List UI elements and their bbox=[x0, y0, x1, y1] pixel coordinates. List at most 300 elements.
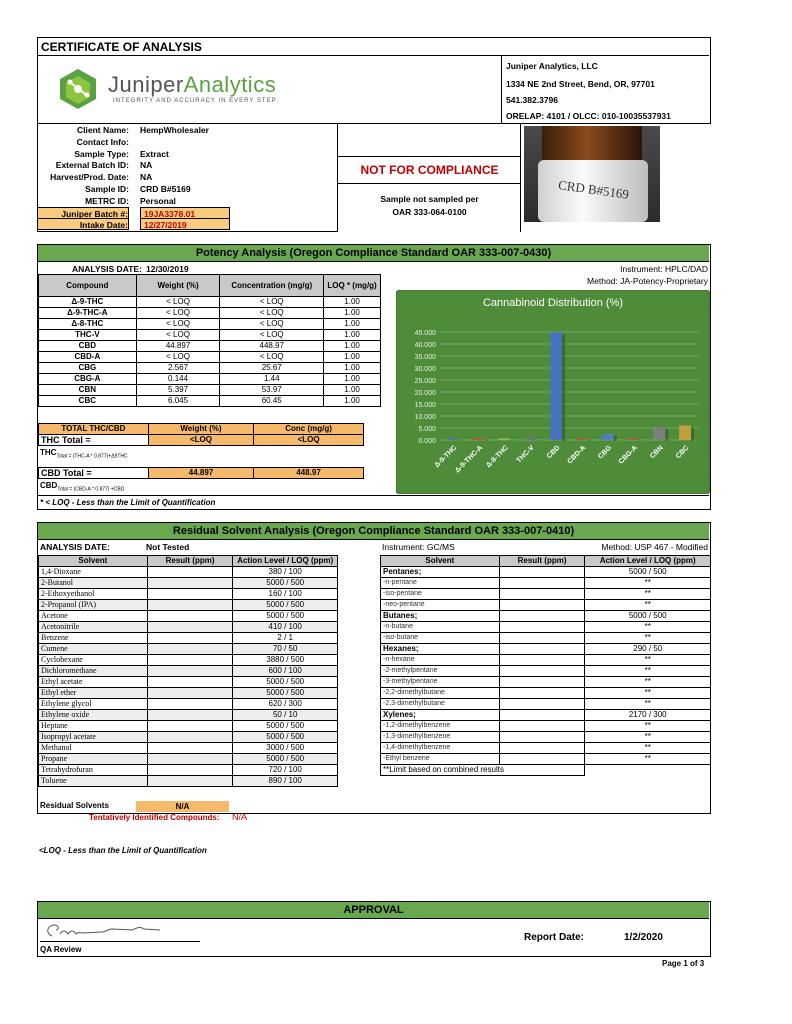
chart-bar bbox=[653, 427, 665, 440]
chart-xtick-label: CBG bbox=[597, 444, 614, 461]
solvent-cell bbox=[147, 622, 233, 633]
chart-ytick-label: 0.000 bbox=[418, 438, 436, 445]
solvent-cell-right: ** bbox=[585, 589, 711, 600]
potency-date: 12/30/2019 bbox=[146, 264, 189, 274]
chart-bar bbox=[499, 439, 511, 441]
solvent-cell-right: Pentanes; bbox=[381, 567, 500, 578]
chart-bar bbox=[550, 332, 562, 440]
combined-note-row bbox=[381, 765, 711, 776]
col-loq: LOQ * (mg/g) bbox=[324, 275, 381, 297]
solvent-cell: Heptane bbox=[39, 721, 148, 732]
solvent-cell-right bbox=[499, 633, 585, 644]
potency-cell: 0.144 bbox=[136, 374, 220, 385]
potency-cell: 1.00 bbox=[324, 308, 381, 319]
solvent-cell-right bbox=[499, 677, 585, 688]
potency-loq-note: * < LOQ - Less than the Limit of Quantification bbox=[38, 495, 709, 508]
chart-bar-shadow bbox=[691, 427, 694, 441]
solvent-cell: 1,4-Dioxane bbox=[39, 567, 148, 578]
thc-total-label: THC Total = bbox=[39, 435, 149, 446]
client-field-value: NA bbox=[140, 160, 153, 171]
solvent-cell: 70 / 50 bbox=[233, 644, 338, 655]
coa-header bbox=[37, 37, 711, 124]
solvent-cell bbox=[147, 765, 233, 776]
chart-xtick-label: CBD-A bbox=[566, 444, 588, 466]
solvent-cell bbox=[147, 743, 233, 754]
client-field-row bbox=[37, 195, 337, 207]
approval-title: APPROVAL bbox=[38, 902, 709, 919]
solvent-cell-right: -1,4-dimethylbenzene bbox=[381, 743, 500, 754]
potency-cell: < LOQ bbox=[220, 319, 324, 330]
solvent-cell-right: -iso-pentane bbox=[381, 589, 500, 600]
solvent-cell-right: ** bbox=[585, 743, 711, 754]
solvent-row-right bbox=[381, 710, 711, 721]
solvent-row bbox=[39, 666, 338, 677]
col-action-right: Action Level / LOQ (ppm) bbox=[585, 556, 711, 567]
potency-cell: 25.67 bbox=[220, 363, 324, 374]
solvent-cell bbox=[147, 578, 233, 589]
solvent-cell bbox=[147, 710, 233, 721]
solvent-cell-right: ** bbox=[585, 578, 711, 589]
client-field-label: Sample Type: bbox=[74, 148, 129, 159]
potency-cell: Δ-9-THC bbox=[39, 297, 137, 308]
solvent-cell: Acetone bbox=[39, 611, 148, 622]
solvent-cell: 160 / 100 bbox=[233, 589, 338, 600]
hexagon-logo-icon bbox=[56, 67, 100, 111]
potency-cell: CBC bbox=[39, 396, 137, 407]
chart-bar bbox=[602, 434, 614, 440]
col-result-right: Result (ppm) bbox=[499, 556, 585, 567]
sample-note-line2: OAR 333-064-0100 bbox=[392, 207, 467, 217]
col-solvent-right: Solvent bbox=[381, 556, 500, 567]
solvent-row-right bbox=[381, 633, 711, 644]
solvent-cell: 720 / 100 bbox=[233, 765, 338, 776]
solvent-row-right bbox=[381, 578, 711, 589]
chart-bar-shadow bbox=[588, 441, 591, 442]
potency-row bbox=[39, 385, 381, 396]
chart-bar bbox=[576, 439, 588, 441]
thc-formula-sub: Total = (THC-A * 0.877)+Δ9THC bbox=[56, 453, 128, 460]
page-title: CERTIFICATE OF ANALYSIS bbox=[41, 40, 202, 54]
chart-xtick-label: CBG-A bbox=[617, 444, 639, 466]
lab-license: ORELAP: 4101 / OLCC: 010-10035537931 bbox=[506, 111, 671, 121]
potency-cell: CBG-A bbox=[39, 374, 137, 385]
solvent-cell-right: -n-pentane bbox=[381, 578, 500, 589]
client-field-label: Juniper Batch #: bbox=[37, 207, 129, 219]
chart-bar-shadow bbox=[640, 441, 643, 442]
solvent-row-right bbox=[381, 622, 711, 633]
solvent-cell: 2-Propanol (IPA) bbox=[39, 600, 148, 611]
solvent-cell-right: Butanes; bbox=[381, 611, 500, 622]
solvent-row bbox=[39, 688, 338, 699]
potency-cell: 1.00 bbox=[324, 396, 381, 407]
chart-bar bbox=[473, 439, 485, 441]
potency-cell: < LOQ bbox=[220, 297, 324, 308]
solvent-cell-right: Xylenes; bbox=[381, 710, 500, 721]
solvent-cell-right: -n-butane bbox=[381, 622, 500, 633]
client-field-label: Intake Date: bbox=[37, 218, 129, 230]
solvent-cell: Toluene bbox=[39, 776, 148, 787]
solvent-cell: Ethylene oxide bbox=[39, 710, 148, 721]
potency-row bbox=[39, 396, 381, 407]
potency-cell: 1.00 bbox=[324, 330, 381, 341]
client-field-value: NA bbox=[140, 172, 153, 183]
solvent-cell-right: -2-methylpentane bbox=[381, 666, 500, 677]
client-field-row bbox=[37, 159, 337, 171]
chart-bar bbox=[679, 425, 691, 440]
solvent-row bbox=[39, 611, 338, 622]
cbd-total-table bbox=[38, 467, 364, 479]
solvent-cell bbox=[147, 721, 233, 732]
solvent-row-right bbox=[381, 589, 711, 600]
solvent-table-right bbox=[380, 555, 711, 776]
solvent-instrument: Instrument: GC/MS bbox=[382, 542, 455, 552]
page-number: Page 1 of 3 bbox=[662, 959, 705, 968]
solvent-cell-right bbox=[499, 688, 585, 699]
solvent-cell bbox=[147, 677, 233, 688]
potency-instrument: Instrument: HPLC/DAD bbox=[620, 264, 708, 274]
combined-note: **Limit based on combined results bbox=[381, 765, 585, 776]
potency-cell: < LOQ bbox=[220, 352, 324, 363]
sample-note-line1: Sample not sampled per bbox=[380, 194, 479, 204]
chart-bar-shadow bbox=[485, 441, 488, 442]
solvent-cell: Benzene bbox=[39, 633, 148, 644]
chart-ytick-label: 25.000 bbox=[414, 378, 436, 385]
logo-text-analytics: Analytics bbox=[183, 72, 277, 97]
qa-review-label: QA Review bbox=[40, 945, 82, 954]
solvent-cell-right: -3-methylpentane bbox=[381, 677, 500, 688]
chart-ytick-label: 15.000 bbox=[414, 402, 436, 409]
solvent-section bbox=[37, 522, 711, 814]
solvent-cell bbox=[147, 666, 233, 677]
solvent-cell-right: -1,3-dimethylbenzene bbox=[381, 732, 500, 743]
potency-row bbox=[39, 330, 381, 341]
chart-bar bbox=[628, 439, 640, 441]
solvent-row bbox=[39, 743, 338, 754]
chart-xtick-label: CBC bbox=[674, 444, 691, 461]
potency-cell: THC-V bbox=[39, 330, 137, 341]
solvent-row-right bbox=[381, 567, 711, 578]
potency-cell: 1.00 bbox=[324, 341, 381, 352]
chart-xtick-label: Δ-9-THC-A bbox=[454, 444, 485, 475]
solvent-cell-right: ** bbox=[585, 699, 711, 710]
solvent-method: Method: USP 467 - Modified bbox=[601, 542, 708, 552]
report-date-label: Report Date: bbox=[524, 932, 585, 943]
col-compound: Compound bbox=[39, 275, 137, 297]
solvent-cell bbox=[147, 644, 233, 655]
potency-cell: 1.00 bbox=[324, 374, 381, 385]
solvent-cell-right bbox=[499, 611, 585, 622]
client-field-row bbox=[37, 124, 337, 136]
solvent-row-right bbox=[381, 600, 711, 611]
potency-cell: < LOQ bbox=[136, 330, 220, 341]
chart-xtick-label: CBD bbox=[545, 444, 562, 461]
report-date: 1/2/2020 bbox=[624, 932, 663, 943]
chart-ytick-label: 40.000 bbox=[414, 342, 436, 349]
totals-weight-header: Weight (%) bbox=[148, 424, 253, 435]
solvent-cell: Methanol bbox=[39, 743, 148, 754]
potency-row bbox=[39, 297, 381, 308]
lab-address: 1334 NE 2nd Street, Bend, OR, 97701 bbox=[506, 79, 655, 89]
solvent-cell bbox=[147, 688, 233, 699]
potency-cell: 1.00 bbox=[324, 385, 381, 396]
chart-svg bbox=[396, 290, 710, 494]
solvent-cell-right: ** bbox=[585, 721, 711, 732]
potency-cell: 1.00 bbox=[324, 352, 381, 363]
solvent-cell-right: ** bbox=[585, 633, 711, 644]
client-field-value: 19JA3378.01 bbox=[140, 207, 230, 219]
potency-row bbox=[39, 308, 381, 319]
solvent-row bbox=[39, 732, 338, 743]
cbd-formula bbox=[40, 481, 124, 493]
solvent-cell-right: -iso-butane bbox=[381, 633, 500, 644]
solvent-cell: 5000 / 500 bbox=[233, 677, 338, 688]
potency-section bbox=[37, 244, 711, 510]
lab-name: Juniper Analytics, LLC bbox=[506, 61, 598, 71]
solvent-cell-right bbox=[499, 655, 585, 666]
potency-cell: CBG bbox=[39, 363, 137, 374]
client-field-row bbox=[37, 148, 337, 160]
solvent-row-right bbox=[381, 743, 711, 754]
solvent-cell-right bbox=[499, 710, 585, 721]
col-weight: Weight (%) bbox=[136, 275, 220, 297]
client-field-row bbox=[37, 207, 337, 219]
solvent-cell: 5000 / 500 bbox=[233, 600, 338, 611]
solvent-row-right bbox=[381, 688, 711, 699]
client-field-row bbox=[37, 218, 337, 230]
residual-solvents-value: N/A bbox=[136, 801, 229, 812]
solvent-cell: Ethyl ether bbox=[39, 688, 148, 699]
cbd-total-label: CBD Total = bbox=[39, 468, 149, 479]
solvent-cell-right: -2,3-dimethylbutane bbox=[381, 699, 500, 710]
client-field-label: Contact Info: bbox=[76, 136, 129, 147]
solvent-row-right bbox=[381, 655, 711, 666]
chart-xtick-label: THC-V bbox=[515, 444, 536, 465]
solvent-row bbox=[39, 710, 338, 721]
client-field-value: Extract bbox=[140, 148, 169, 159]
solvent-row-right bbox=[381, 754, 711, 765]
solvent-row bbox=[39, 765, 338, 776]
cbd-formula-sub: Total = (CBD-A * 0.877) +CBD bbox=[57, 486, 125, 493]
solvent-cell-right: 5000 / 500 bbox=[585, 611, 711, 622]
potency-row bbox=[39, 341, 381, 352]
cbd-formula-main: CBD bbox=[40, 481, 58, 490]
client-field-value: 12/27/2019 bbox=[140, 218, 230, 230]
compliance-status: NOT FOR COMPLIANCE bbox=[360, 163, 499, 177]
logo-text-juniper: Juniper bbox=[108, 72, 184, 97]
potency-row bbox=[39, 363, 381, 374]
solvent-cell: 620 / 300 bbox=[233, 699, 338, 710]
potency-cell: < LOQ bbox=[136, 352, 220, 363]
solvent-row-right bbox=[381, 732, 711, 743]
solvent-cell-right: ** bbox=[585, 732, 711, 743]
solvent-row-right bbox=[381, 666, 711, 677]
approval-section bbox=[37, 901, 711, 957]
residual-solvents-label: Residual Solvents bbox=[40, 801, 109, 810]
client-field-label: Harvest/Prod. Date: bbox=[50, 172, 129, 183]
solvent-cell: Tetrahydrofuran bbox=[39, 765, 148, 776]
solvent-cell: 5000 / 500 bbox=[233, 754, 338, 765]
solvent-cell: 600 / 100 bbox=[233, 666, 338, 677]
client-field-value: HempWholesaler bbox=[140, 125, 209, 135]
col-solvent: Solvent bbox=[39, 556, 148, 567]
solvent-table-left bbox=[38, 555, 338, 787]
chart-xtick-label: Δ-8-THC bbox=[485, 444, 510, 470]
solvent-date: Not Tested bbox=[146, 542, 190, 552]
potency-cell: < LOQ bbox=[136, 319, 220, 330]
solvent-cell bbox=[147, 567, 233, 578]
solvent-cell-right: ** bbox=[585, 600, 711, 611]
cbd-total-weight: 44.897 bbox=[148, 468, 253, 479]
solvent-date-label: ANALYSIS DATE: bbox=[40, 542, 110, 552]
potency-cell: < LOQ bbox=[136, 308, 220, 319]
client-field-row bbox=[37, 171, 337, 183]
potency-cell: 2.567 bbox=[136, 363, 220, 374]
chart-xtick-label: CBN bbox=[649, 444, 665, 461]
solvent-cell-right: -1,2-dimethylbenzene bbox=[381, 721, 500, 732]
potency-row bbox=[39, 374, 381, 385]
solvent-cell: 2 / 1 bbox=[233, 633, 338, 644]
chart-bar-shadow bbox=[511, 441, 514, 442]
solvent-cell-right bbox=[499, 600, 585, 611]
potency-cell: 448.97 bbox=[220, 341, 324, 352]
solvent-cell-right: ** bbox=[585, 622, 711, 633]
solvent-row bbox=[39, 699, 338, 710]
solvent-cell-right bbox=[499, 732, 585, 743]
chart-bar bbox=[524, 439, 536, 441]
totals-conc-header: Conc (mg/g) bbox=[254, 424, 364, 435]
potency-cell: 5.397 bbox=[136, 385, 220, 396]
solvent-row-right bbox=[381, 721, 711, 732]
col-result: Result (ppm) bbox=[147, 556, 233, 567]
solvent-cell: 50 / 10 bbox=[233, 710, 338, 721]
tic-value: N/A bbox=[232, 812, 248, 822]
solvent-cell-right: ** bbox=[585, 677, 711, 688]
solvent-row-right bbox=[381, 611, 711, 622]
solvent-cell-right: 2170 / 300 bbox=[585, 710, 711, 721]
solvent-row bbox=[39, 622, 338, 633]
solvent-cell bbox=[147, 611, 233, 622]
logo-tagline: INTEGRITY AND ACCURACY IN EVERY STEP bbox=[113, 98, 277, 104]
potency-cell: 1.00 bbox=[324, 363, 381, 374]
solvent-cell-right bbox=[499, 754, 585, 765]
client-field-label: METRC ID: bbox=[85, 195, 129, 206]
solvent-row bbox=[39, 589, 338, 600]
solvent-cell: Acetonitrile bbox=[39, 622, 148, 633]
solvent-cell-right: ** bbox=[585, 754, 711, 765]
client-field-row bbox=[37, 183, 337, 195]
potency-cell: 1.00 bbox=[324, 319, 381, 330]
cbd-total-conc: 448.97 bbox=[254, 468, 364, 479]
solvent-cell: 5000 / 500 bbox=[233, 578, 338, 589]
solvent-cell: 890 / 100 bbox=[233, 776, 338, 787]
solvent-row bbox=[39, 721, 338, 732]
solvent-cell: 3880 / 500 bbox=[233, 655, 338, 666]
col-concentration: Concentration (mg/g) bbox=[220, 275, 324, 297]
potency-cell: CBN bbox=[39, 385, 137, 396]
chart-bar bbox=[447, 439, 459, 441]
solvent-cell: 5000 / 500 bbox=[233, 688, 338, 699]
client-field-row bbox=[37, 136, 337, 148]
solvent-cell: Propane bbox=[39, 754, 148, 765]
solvent-title: Residual Solvent Analysis (Oregon Compliance Standard OAR 333-007-0410) bbox=[38, 523, 709, 540]
solvent-cell: 2-Ethoxyethanol bbox=[39, 589, 148, 600]
solvent-cell: 410 / 100 bbox=[233, 622, 338, 633]
potency-row bbox=[39, 352, 381, 363]
chart-bar-shadow bbox=[665, 429, 668, 441]
solvent-cell-right bbox=[499, 743, 585, 754]
chart-ytick-label: 5.000 bbox=[418, 426, 436, 433]
solvent-cell-right bbox=[499, 666, 585, 677]
solvent-cell bbox=[147, 633, 233, 644]
solvent-cell-right: -Ethyl benzene bbox=[381, 754, 500, 765]
chart-bar-shadow bbox=[562, 334, 565, 441]
solvent-cell-right: ** bbox=[585, 688, 711, 699]
potency-date-label: ANALYSIS DATE: bbox=[72, 264, 142, 274]
totals-table bbox=[38, 423, 364, 446]
solvent-cell bbox=[147, 754, 233, 765]
solvent-cell-right: 290 / 50 bbox=[585, 644, 711, 655]
solvent-cell: Cyclohexane bbox=[39, 655, 148, 666]
solvent-cell bbox=[147, 655, 233, 666]
potency-cell: < LOQ bbox=[220, 308, 324, 319]
solvent-cell-right: -2,2-dimethylbutane bbox=[381, 688, 500, 699]
potency-cell: 53.97 bbox=[220, 385, 324, 396]
solvent-cell: 5000 / 500 bbox=[233, 732, 338, 743]
solvent-cell-right bbox=[499, 567, 585, 578]
solvent-cell: 5000 / 500 bbox=[233, 721, 338, 732]
signature-image bbox=[42, 920, 202, 942]
potency-cell: CBD bbox=[39, 341, 137, 352]
client-field-label: External Batch ID: bbox=[55, 160, 129, 171]
solvent-row bbox=[39, 776, 338, 787]
solvent-cell: Dichloromethane bbox=[39, 666, 148, 677]
solvent-cell-right: ** bbox=[585, 655, 711, 666]
sample-photo bbox=[524, 126, 660, 222]
solvent-row bbox=[39, 644, 338, 655]
solvent-cell-right bbox=[499, 644, 585, 655]
potency-cell: Δ-9-THC-A bbox=[39, 308, 137, 319]
chart-ytick-label: 45.000 bbox=[414, 330, 436, 337]
solvent-row-right bbox=[381, 677, 711, 688]
juniper-logo bbox=[56, 67, 336, 111]
solvent-cell-right: 5000 / 500 bbox=[585, 567, 711, 578]
potency-row bbox=[39, 319, 381, 330]
solvent-cell-right bbox=[499, 578, 585, 589]
solvent-row bbox=[39, 600, 338, 611]
solvent-cell-right bbox=[499, 721, 585, 732]
col-action: Action Level / LOQ (ppm) bbox=[233, 556, 338, 567]
potency-cell: 6.045 bbox=[136, 396, 220, 407]
tic-label: Tentatively Identified Compounds: bbox=[89, 813, 220, 822]
solvent-cell-right bbox=[499, 589, 585, 600]
solvent-row-right bbox=[381, 644, 711, 655]
solvent-cell bbox=[147, 699, 233, 710]
solvent-cell-right: Hexanes; bbox=[381, 644, 500, 655]
solvent-cell-right bbox=[499, 622, 585, 633]
client-field-label: Sample ID: bbox=[85, 184, 129, 194]
chart-ytick-label: 20.000 bbox=[414, 390, 436, 397]
lab-phone: 541.382.3796 bbox=[506, 95, 558, 105]
solvent-cell: Cumene bbox=[39, 644, 148, 655]
potency-cell: 1.44 bbox=[220, 374, 324, 385]
solvent-cell: 2-Butanol bbox=[39, 578, 148, 589]
solvent-cell: Isopropyl acetate bbox=[39, 732, 148, 743]
solvent-row bbox=[39, 578, 338, 589]
solvent-row bbox=[39, 655, 338, 666]
potency-cell: 1.00 bbox=[324, 297, 381, 308]
potency-cell: 60.45 bbox=[220, 396, 324, 407]
solvent-cell: 380 / 100 bbox=[233, 567, 338, 578]
